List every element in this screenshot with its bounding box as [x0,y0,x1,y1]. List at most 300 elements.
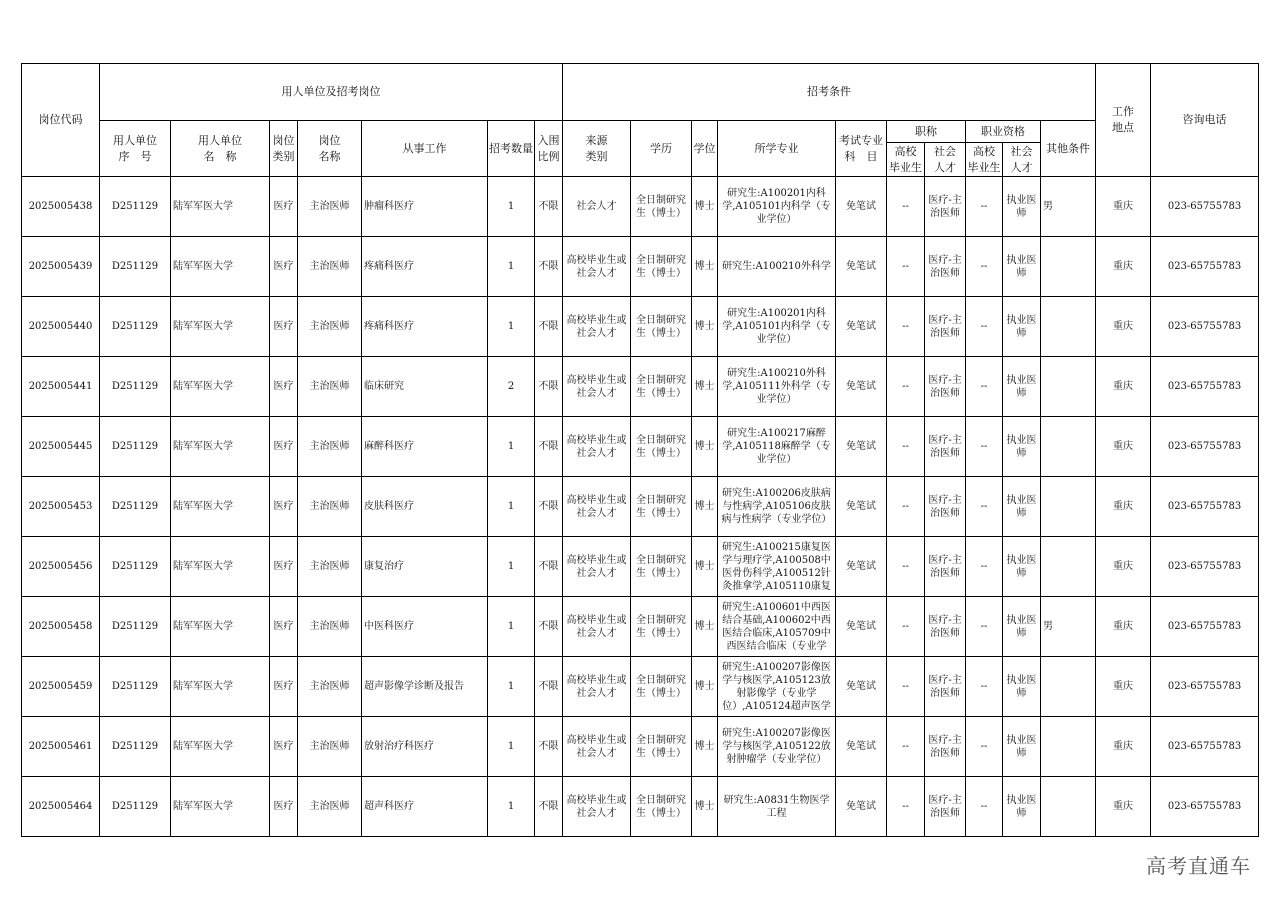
cell-location-text: 重庆 [1113,441,1134,452]
cell-qual-grad [966,657,1003,717]
cell-location-text: 重庆 [1113,201,1134,212]
cell-title-social-text: 医疗-主治医师 [928,194,962,219]
cell-source-text: 高校毕业生或社会人才 [566,254,627,279]
cell-title-grad [887,657,925,717]
cell-location [1096,477,1151,537]
cell-post-name-text: 主治医师 [309,681,350,692]
cell-work [362,297,488,357]
cell-code [22,477,100,537]
cell-education-text: 全日制研究生（博士） [636,734,687,759]
cell-phone-text: 023-65755783 [1167,501,1242,512]
cell-degree-text: 博士 [694,381,715,392]
cell-title-grad-text: -- [902,321,909,332]
cell-unit-seq-text: D251129 [111,201,159,212]
cell-count [488,177,535,237]
cell-title-social-text: 医疗-主治医师 [928,254,962,279]
cell-code [22,237,100,297]
cell-ratio [535,537,563,597]
cell-major [718,237,836,297]
table-row [22,777,1259,837]
cell-work-text: 疼痛科医疗 [364,261,414,272]
cell-education [631,477,692,537]
cell-title-social [925,237,966,297]
cell-source [563,237,631,297]
cell-title-social-text: 医疗-主治医师 [928,554,962,579]
cell-education-text: 全日制研究生（博士） [636,794,687,819]
cell-phone-text: 023-65755783 [1167,201,1242,212]
cell-post-name-text: 主治医师 [309,321,350,332]
cell-title-social [925,477,966,537]
cell-qual-grad [966,357,1003,417]
cell-phone [1151,657,1259,717]
cell-education [631,297,692,357]
cell-qual-grad [966,177,1003,237]
cell-source-text: 高校毕业生或社会人才 [566,674,627,699]
cell-unit-seq-text: D251129 [111,681,159,692]
cell-title-social-text: 医疗-主治医师 [928,614,962,639]
cell-unit-name-text: 陆军军医大学 [173,441,233,452]
cell-education-text: 全日制研究生（博士） [636,314,687,339]
cell-major [718,357,836,417]
cell-education [631,237,692,297]
cell-phone-text: 023-65755783 [1167,741,1242,752]
cell-other [1041,357,1096,417]
cell-unit-seq [100,537,171,597]
cell-exam [836,237,887,297]
cell-post-type-text: 医疗 [273,261,294,272]
cell-post-name [298,477,362,537]
cell-degree [692,237,718,297]
cell-code [22,597,100,657]
cell-other [1041,477,1096,537]
cell-phone [1151,717,1259,777]
cell-work-text: 超声科医疗 [364,801,414,812]
cell-title-grad [887,237,925,297]
cell-work [362,537,488,597]
table-row [22,417,1259,477]
header-qualification-group: 职业资格 [966,121,1041,143]
cell-title-grad-text: -- [902,741,909,752]
cell-major-text: 研究生:A100601中西医结合基础,A100602中西医结合临床,A105709中西医结合临床（专业学 [722,601,831,652]
recruitment-table [21,63,1259,837]
table-row [22,177,1259,237]
cell-unit-name [171,477,270,537]
cell-degree-text: 博士 [694,261,715,272]
cell-ratio [535,417,563,477]
cell-title-social-text: 医疗-主治医师 [928,734,962,759]
cell-post-type [270,597,298,657]
cell-other [1041,717,1096,777]
cell-major-text: 研究生:A100210外科学 [722,261,831,272]
cell-title-grad-text: -- [902,501,909,512]
cell-code-text: 2025005453 [28,501,93,512]
cell-post-type-text: 医疗 [273,741,294,752]
cell-count [488,777,535,837]
cell-degree [692,477,718,537]
cell-phone-text: 023-65755783 [1167,261,1242,272]
header-work: 从事工作 [362,121,488,177]
cell-other [1041,597,1096,657]
cell-qual-social-text: 执业医师 [1006,434,1037,459]
cell-location [1096,597,1151,657]
cell-unit-name [171,177,270,237]
cell-post-type-text: 医疗 [273,621,294,632]
cell-qual-grad-text: -- [980,321,988,332]
cell-count [488,477,535,537]
cell-major [718,477,836,537]
cell-education [631,417,692,477]
cell-title-social [925,417,966,477]
cell-unit-seq-text: D251129 [111,561,159,572]
cell-work-text: 中医科医疗 [364,621,414,632]
cell-title-social-text: 医疗-主治医师 [928,494,962,519]
cell-phone [1151,477,1259,537]
cell-post-type-text: 医疗 [273,441,294,452]
cell-education [631,537,692,597]
cell-unit-seq-text: D251129 [111,381,159,392]
cell-title-social-text: 医疗-主治医师 [928,314,962,339]
cell-location [1096,537,1151,597]
cell-qual-social-text: 执业医师 [1006,554,1037,579]
cell-code-text: 2025005458 [28,621,93,632]
cell-post-type-text: 医疗 [273,501,294,512]
cell-source [563,597,631,657]
cell-qual-grad [966,237,1003,297]
cell-post-name [298,417,362,477]
cell-title-social [925,357,966,417]
cell-title-grad-text: -- [902,621,909,632]
cell-qual-grad [966,597,1003,657]
cell-source [563,777,631,837]
cell-phone [1151,537,1259,597]
header-post-name: 岗位 名称 [298,121,362,177]
cell-source [563,177,631,237]
cell-count [488,357,535,417]
cell-title-grad-text: -- [902,681,909,692]
cell-location-text: 重庆 [1113,561,1134,572]
cell-post-name [298,177,362,237]
cell-ratio [535,657,563,717]
header-ratio: 入围 比例 [535,121,563,177]
cell-work [362,237,488,297]
cell-exam-text: 免笔试 [846,681,877,692]
cell-qual-grad-text: -- [980,261,988,272]
cell-post-name-text: 主治医师 [309,741,350,752]
cell-title-social [925,297,966,357]
cell-title-grad-text: -- [902,441,909,452]
table-body [22,177,1259,837]
cell-post-name [298,657,362,717]
cell-title-social [925,597,966,657]
cell-code [22,777,100,837]
cell-ratio [535,777,563,837]
cell-work [362,777,488,837]
cell-location [1096,177,1151,237]
cell-post-name-text: 主治医师 [309,441,350,452]
cell-source-text: 高校毕业生或社会人才 [566,374,627,399]
cell-count [488,717,535,777]
cell-degree [692,777,718,837]
cell-title-grad [887,357,925,417]
cell-work-text: 超声影像学诊断及报告 [364,681,464,692]
cell-count-text: 1 [507,261,515,272]
table-row [22,537,1259,597]
cell-unit-seq [100,357,171,417]
cell-count [488,297,535,357]
cell-unit-seq-text: D251129 [111,801,159,812]
cell-phone-text: 023-65755783 [1167,321,1242,332]
cell-source [563,297,631,357]
cell-location [1096,297,1151,357]
cell-title-social [925,717,966,777]
cell-unit-name-text: 陆军军医大学 [173,621,233,632]
cell-exam-text: 免笔试 [846,741,877,752]
cell-ratio-text: 不限 [538,801,559,812]
cell-title-social-text: 医疗-主治医师 [928,374,962,399]
cell-unit-name [171,417,270,477]
cell-qual-grad-text: -- [980,681,988,692]
cell-ratio-text: 不限 [538,321,559,332]
cell-phone-text: 023-65755783 [1167,381,1242,392]
cell-count-text: 1 [507,441,515,452]
cell-count-text: 1 [507,201,515,212]
cell-count-text: 2 [507,381,515,392]
cell-exam [836,597,887,657]
cell-phone [1151,417,1259,477]
table-row [22,297,1259,357]
table-row [22,657,1259,717]
cell-qual-grad-text: -- [980,201,988,212]
watermark-logo: 高考直通车 [1146,854,1251,878]
cell-code-text: 2025005440 [28,321,93,332]
cell-title-grad-text: -- [902,801,909,812]
cell-other [1041,777,1096,837]
cell-ratio-text: 不限 [538,561,559,572]
cell-major [718,417,836,477]
cell-degree [692,597,718,657]
cell-qual-social-text: 执业医师 [1006,494,1037,519]
cell-degree-text: 博士 [694,621,715,632]
cell-location [1096,777,1151,837]
cell-code [22,417,100,477]
cell-unit-name [171,717,270,777]
cell-title-grad [887,177,925,237]
cell-unit-name [171,777,270,837]
header-other: 其他条件 [1041,121,1096,177]
cell-work-text: 放射治疗科医疗 [364,741,434,752]
cell-education-text: 全日制研究生（博士） [636,554,687,579]
cell-code-text: 2025005439 [28,261,93,272]
header-conditions-group: 招考条件 [563,64,1096,121]
cell-major [718,597,836,657]
cell-post-type [270,717,298,777]
cell-source-text: 高校毕业生或社会人才 [566,434,627,459]
cell-count-text: 1 [507,501,515,512]
header-source: 来源 类别 [563,121,631,177]
header-count: 招考数量 [488,121,535,177]
cell-unit-seq [100,417,171,477]
cell-code-text: 2025005441 [28,381,93,392]
cell-exam-text: 免笔试 [846,621,877,632]
cell-title-social [925,177,966,237]
cell-code-text: 2025005464 [28,801,93,812]
cell-major-text: 研究生:A100207影像医学与核医学,A105123放射影像学（专业学位）,A105124超声医学 [722,661,831,712]
cell-major-text: 研究生:A100217麻醉学,A105118麻醉学（专业学位） [722,428,831,465]
cell-code [22,297,100,357]
cell-post-name [298,597,362,657]
cell-work [362,657,488,717]
cell-exam [836,177,887,237]
cell-qual-grad-text: -- [980,741,988,752]
cell-qual-social-text: 执业医师 [1006,734,1037,759]
cell-other-text: 男 [1043,201,1054,212]
cell-education-text: 全日制研究生（博士） [636,614,687,639]
header-education: 学历 [631,121,692,177]
header-post-code: 岗位代码 [22,64,100,177]
cell-work-text: 皮肤科医疗 [364,501,414,512]
cell-education [631,717,692,777]
cell-degree [692,657,718,717]
cell-education-text: 全日制研究生（博士） [636,674,687,699]
cell-ratio [535,177,563,237]
cell-post-name [298,717,362,777]
cell-other [1041,177,1096,237]
cell-phone [1151,297,1259,357]
cell-title-social-text: 医疗-主治医师 [928,674,962,699]
header-degree: 学位 [692,121,718,177]
cell-count-text: 1 [507,621,515,632]
cell-title-social-text: 医疗-主治医师 [928,434,962,459]
cell-qual-grad-text: -- [980,381,988,392]
cell-work [362,357,488,417]
cell-ratio-text: 不限 [538,201,559,212]
cell-degree-text: 博士 [694,321,715,332]
cell-education [631,777,692,837]
cell-unit-seq [100,717,171,777]
cell-education-text: 全日制研究生（博士） [636,494,687,519]
cell-post-name-text: 主治医师 [309,801,350,812]
cell-ratio [535,357,563,417]
cell-title-grad-text: -- [902,261,909,272]
cell-qual-grad-text: -- [980,801,988,812]
cell-qual-grad [966,297,1003,357]
cell-unit-seq-text: D251129 [111,321,159,332]
cell-qual-social [1003,417,1041,477]
cell-unit-name-text: 陆军军医大学 [173,801,233,812]
cell-unit-name-text: 陆军军医大学 [173,321,233,332]
cell-post-name-text: 主治医师 [309,621,350,632]
header-unit-name: 用人单位 名 称 [171,121,270,177]
cell-title-social-text: 医疗-主治医师 [928,794,962,819]
cell-exam [836,357,887,417]
cell-major-text: 研究生:A100206皮肤病与性病学,A105106皮肤病与性病学（专业学位） [721,488,832,525]
cell-exam-text: 免笔试 [846,321,877,332]
cell-exam-text: 免笔试 [846,501,877,512]
cell-post-name [298,777,362,837]
cell-exam [836,477,887,537]
cell-source [563,357,631,417]
cell-count-text: 1 [507,321,515,332]
cell-work [362,417,488,477]
cell-qual-social [1003,237,1041,297]
cell-other [1041,417,1096,477]
cell-other-text: 男 [1043,621,1054,632]
cell-post-type [270,237,298,297]
cell-location-text: 重庆 [1113,501,1134,512]
cell-count-text: 1 [507,801,515,812]
cell-source [563,417,631,477]
cell-code-text: 2025005461 [28,741,93,752]
cell-unit-name-text: 陆军军医大学 [173,381,233,392]
cell-code-text: 2025005456 [28,561,93,572]
cell-location-text: 重庆 [1113,741,1134,752]
cell-title-grad [887,297,925,357]
cell-major [718,717,836,777]
cell-title-grad-text: -- [902,381,909,392]
cell-phone [1151,777,1259,837]
cell-count-text: 1 [507,561,515,572]
cell-post-name [298,357,362,417]
cell-phone-text: 023-65755783 [1167,801,1242,812]
cell-count [488,237,535,297]
cell-ratio [535,597,563,657]
cell-code [22,177,100,237]
cell-location [1096,717,1151,777]
cell-source [563,717,631,777]
header-phone: 咨询电话 [1151,64,1259,177]
cell-unit-name-text: 陆军军医大学 [173,741,233,752]
cell-count [488,597,535,657]
cell-location-text: 重庆 [1113,261,1134,272]
cell-work-text: 康复治疗 [364,561,404,572]
cell-ratio-text: 不限 [538,441,559,452]
cell-unit-seq-text: D251129 [111,441,159,452]
cell-unit-seq-text: D251129 [111,501,159,512]
cell-exam-text: 免笔试 [846,381,877,392]
cell-post-name-text: 主治医师 [309,381,350,392]
header-qual-social: 社会 人才 [1003,143,1041,177]
cell-code [22,537,100,597]
header-post-type: 岗位 类别 [270,121,298,177]
cell-work-text: 疼痛科医疗 [364,321,414,332]
cell-exam-text: 免笔试 [846,441,877,452]
cell-major [718,537,836,597]
cell-title-social [925,537,966,597]
header-title-group: 职称 [887,121,966,143]
cell-phone-text: 023-65755783 [1167,441,1242,452]
cell-source-text: 社会人才 [576,201,617,212]
cell-qual-grad-text: -- [980,561,988,572]
cell-degree-text: 博士 [694,501,715,512]
cell-post-type [270,657,298,717]
cell-qual-social-text: 执业医师 [1006,314,1037,339]
cell-location [1096,237,1151,297]
cell-unit-name [171,357,270,417]
table-row [22,597,1259,657]
cell-qual-grad [966,717,1003,777]
cell-degree-text: 博士 [694,681,715,692]
cell-qual-grad [966,417,1003,477]
cell-source-text: 高校毕业生或社会人才 [566,494,627,519]
cell-qual-social-text: 执业医师 [1006,374,1037,399]
cell-major [718,657,836,717]
header-qual-grad: 高校 毕业生 [966,143,1003,177]
cell-education [631,177,692,237]
header-unit-seq: 用人单位 序 号 [100,121,171,177]
cell-title-grad [887,717,925,777]
cell-unit-seq [100,597,171,657]
cell-degree [692,417,718,477]
